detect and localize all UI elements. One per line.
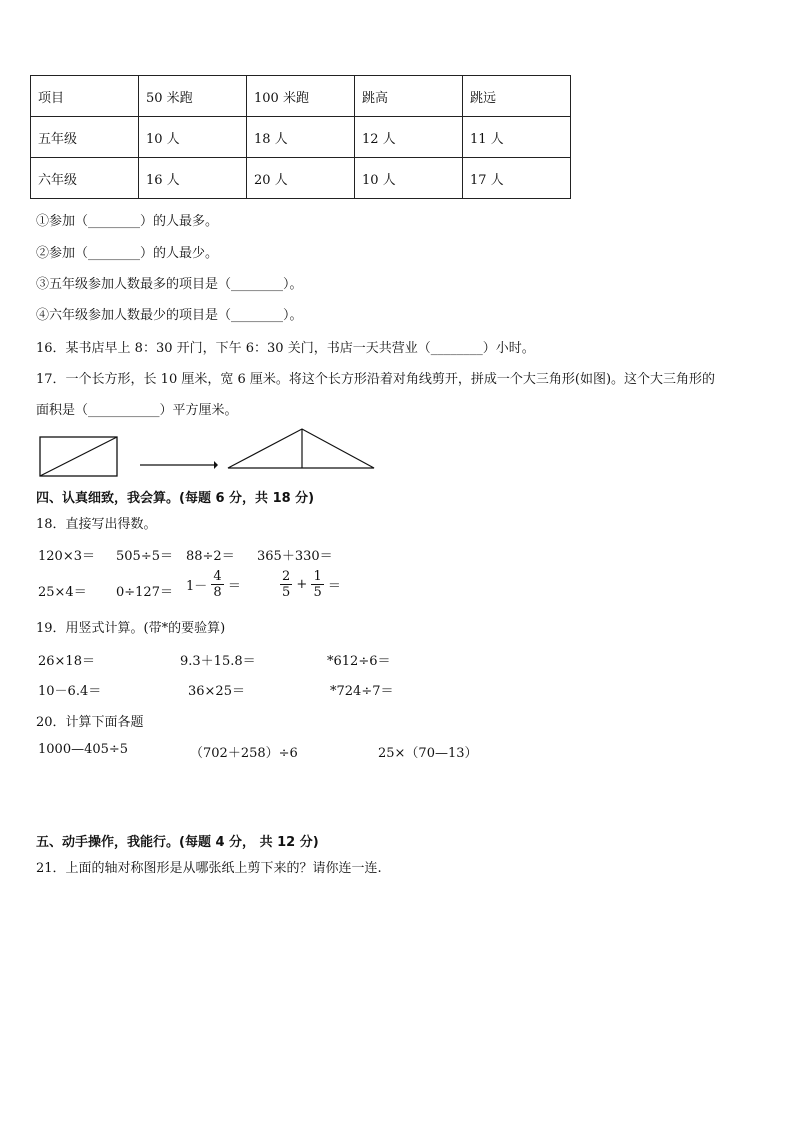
table-row [31,117,571,158]
question-20: 20．计算下面各题 [36,715,144,730]
table-cell: 100 米跑 [247,76,355,117]
question-17-line1: 17．一个长方形，长 10 厘米，宽 6 厘米。将这个长方形沿着对角线剪开，拼成一个大三角形(如图)。这个大三角形的 [36,372,716,387]
question-19: 19．用竖式计算。(带*的要验算) [36,621,226,636]
table-cell: 项目 [31,76,139,117]
fraction-operator: + [296,577,308,592]
calc-item: *612÷6＝ [327,654,391,669]
fraction [280,569,292,600]
table-cell: 17 人 [463,158,571,199]
table-cell: 11 人 [463,117,571,158]
calc-item: 25×4＝ [38,585,87,600]
table-cell: 六年级 [31,158,139,199]
calc-item: 9.3＋15.8＝ [180,654,256,669]
fraction-suffix: ＝ [327,579,341,594]
question-16: 16．某书店早上 8：30 开门，下午 6：30 关门，书店一天共营业（________）小时。 [36,341,535,356]
fraction-numerator: 4 [213,569,222,584]
fraction-numerator: 1 [313,569,322,584]
table-cell: 12 人 [355,117,463,158]
table-cell: 20 人 [247,158,355,199]
fraction-denominator: 5 [282,585,291,600]
calc-item: （702＋258）÷6 [190,746,298,761]
table-cell: 10 人 [355,158,463,199]
table-row [31,158,571,199]
fraction-numerator: 2 [282,569,291,584]
fraction-expression-1 [186,569,241,600]
q15-item-4: ④六年级参加人数最少的项目是（________）。 [36,308,303,323]
calc-item: *724÷7＝ [330,684,394,699]
calc-item: 26×18＝ [38,654,95,669]
fraction-prefix: 1－ [186,579,208,594]
section-4-title: 四、认真细致，我会算。(每题 6 分，共 18 分) [36,491,315,506]
rectangle-to-triangle-figure [38,428,378,478]
sports-table [30,75,571,199]
question-18: 18．直接写出得数。 [36,517,157,532]
table-cell: 16 人 [139,158,247,199]
calc-item: 25×（70—13） [378,746,478,761]
q15-item-1: ①参加（________）的人最多。 [36,214,219,229]
arrow-head [214,461,218,469]
q15-item-3: ③五年级参加人数最多的项目是（________）。 [36,277,303,292]
calc-item: 88÷2＝ [186,549,235,564]
diagonal-line [40,437,117,476]
calc-item: 0÷127＝ [116,585,173,600]
table-cell: 50 米跑 [139,76,247,117]
fraction-denominator: 8 [213,585,222,600]
triangle-shape [228,429,374,468]
fraction [211,569,223,600]
calc-item: 1000—405÷5 [38,742,129,757]
calc-item: 36×25＝ [188,684,245,699]
table-cell: 跳高 [355,76,463,117]
fraction-suffix: ＝ [227,579,241,594]
fraction-expression-2 [280,569,341,600]
fraction-denominator: 5 [313,585,322,600]
calc-item: 365＋330＝ [257,549,333,564]
table-cell: 五年级 [31,117,139,158]
fraction [311,569,323,600]
q15-item-2: ②参加（________）的人最少。 [36,246,219,261]
calc-item: 505÷5＝ [116,549,173,564]
table-cell: 10 人 [139,117,247,158]
table-header-row [31,76,571,117]
section-5-title: 五、动手操作，我能行。(每题 4 分， 共 12 分) [36,835,319,850]
calc-item: 10－6.4＝ [38,684,102,699]
question-17-line2: 面积是（___________）平方厘米。 [36,403,238,418]
question-21: 21．上面的轴对称图形是从哪张纸上剪下来的？请你连一连. [36,861,382,876]
table-cell: 跳远 [463,76,571,117]
calc-item: 120×3＝ [38,549,95,564]
table-cell: 18 人 [247,117,355,158]
